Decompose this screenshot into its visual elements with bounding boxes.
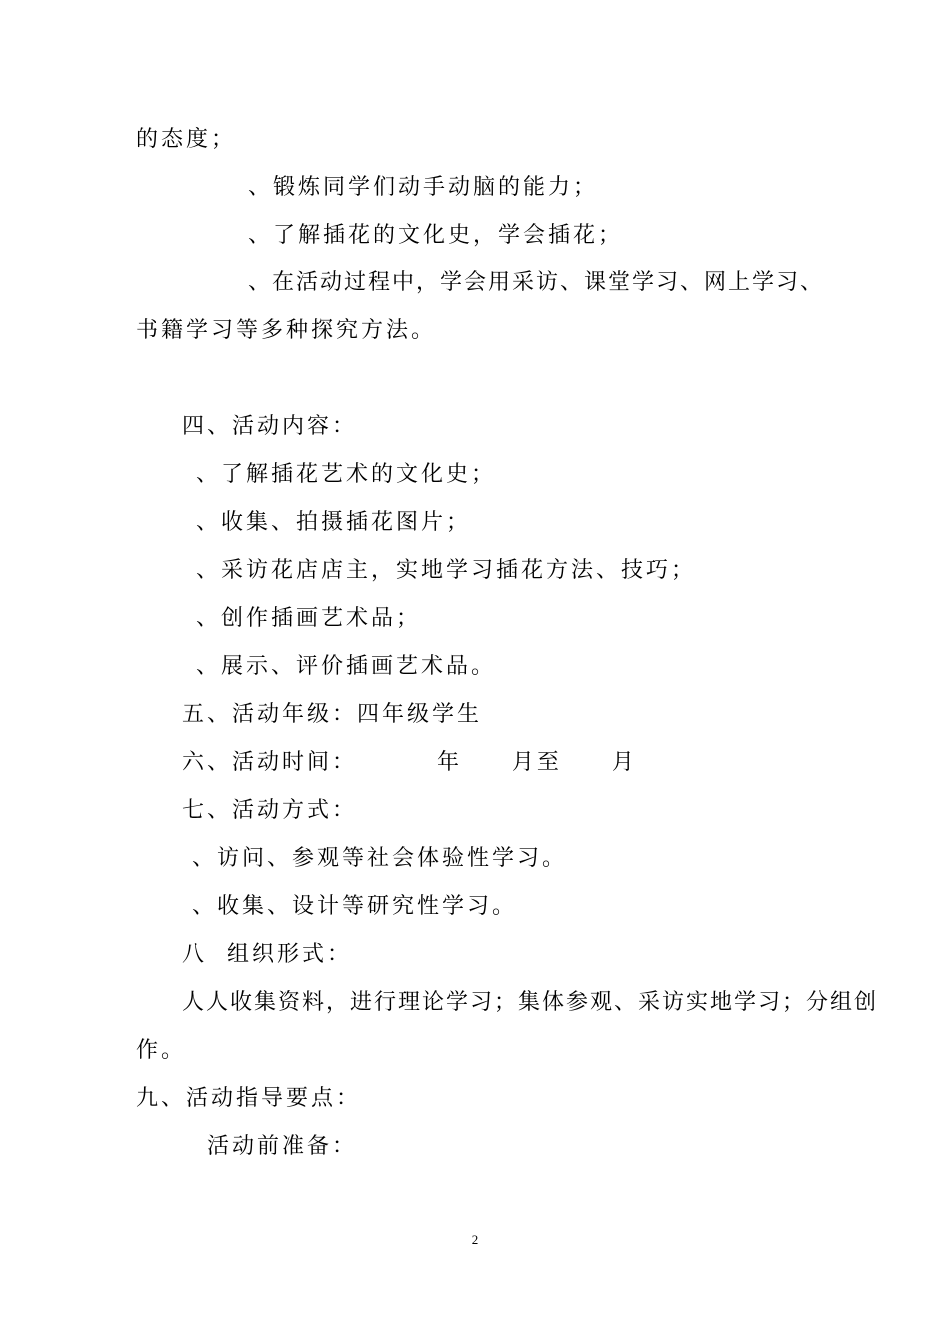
text-line: 、创作插画艺术品； [196,606,422,631]
text-line: 、了解插花艺术的文化史； [196,462,497,487]
section-heading: 八 组织形式： [182,942,352,967]
page-number: 2 [471,1232,479,1247]
section-heading: 九、活动指导要点： [136,1086,362,1111]
text-line: 、锻炼同学们动手动脑的能力； [248,175,599,200]
text-line: 、收集、设计等研究性学习。 [192,894,518,919]
text-line: 的态度； [136,127,237,152]
section-heading: 五、活动年级：四年级学生 [182,702,483,727]
text-line: 、展示、评价插画艺术品。 [196,654,497,679]
section-heading: 七、活动方式： [182,798,358,823]
section-heading: 四、活动内容： [182,414,358,439]
text-line: 、收集、拍摄插花图片； [196,510,472,535]
text-line: 作。 [136,1038,187,1063]
text-line: 人人收集资料，进行理论学习；集体参观、采访实地学习；分组创 [182,990,879,1015]
text-line: 、在活动过程中，学会用采访、课堂学习、网上学习、 [248,270,825,295]
text-line: 、访问、参观等社会体验性学习。 [192,846,568,871]
section-heading: 六、活动时间： 年 月至 月 [182,750,637,775]
text-line: 活动前准备： [207,1134,358,1159]
text-line: 、了解插花的文化史，学会插花； [248,223,624,248]
text-line: 、采访花店店主，实地学习插花方法、技巧； [196,558,697,583]
text-line: 书籍学习等多种探究方法。 [136,318,437,343]
